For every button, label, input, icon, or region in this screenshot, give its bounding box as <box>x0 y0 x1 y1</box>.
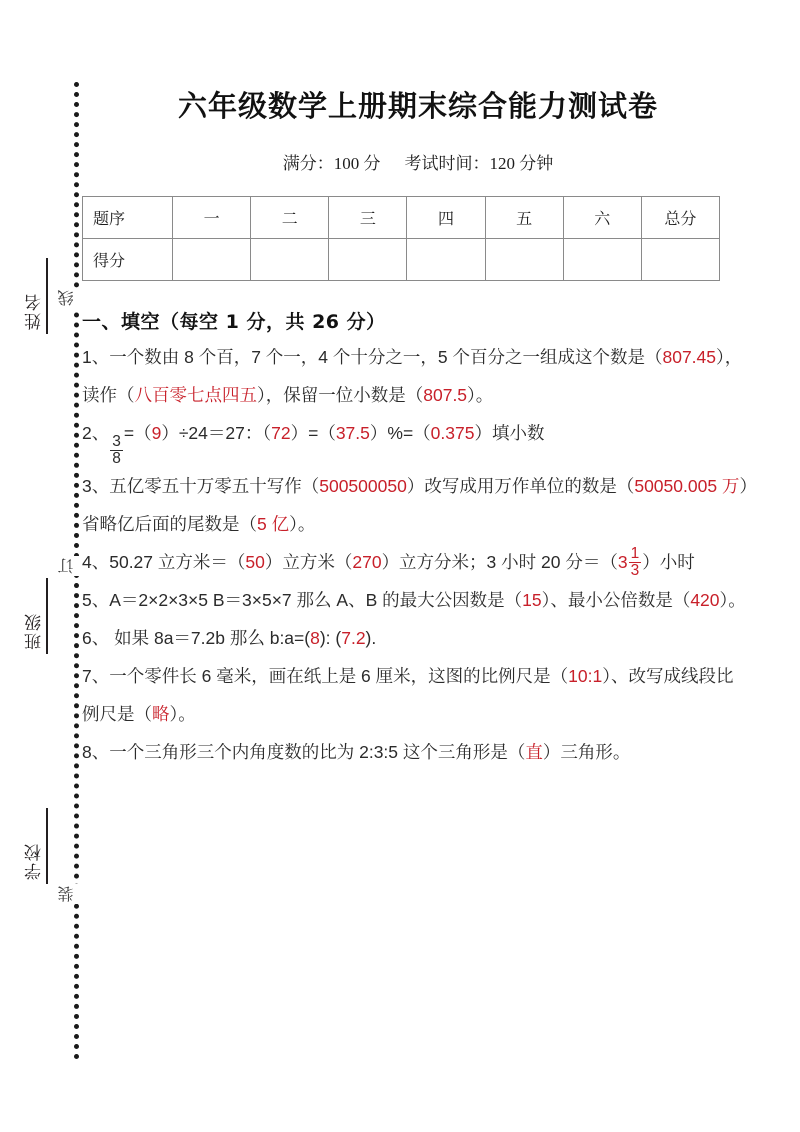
score-col-5: 五 <box>485 197 563 239</box>
question-text: ）、最小公倍数是（ <box>541 590 691 611</box>
answer-blank[interactable]: 420 <box>690 590 720 611</box>
question-text: 5、A＝2×2×3×5 B＝3×5×7 那么 A、B 的最大公因数是（ <box>82 590 523 611</box>
question-item <box>82 467 750 543</box>
answer-blank[interactable]: 8 <box>310 628 320 649</box>
question-item <box>82 338 750 414</box>
question-text: ）改写成用万作单位的数是（ <box>406 476 635 497</box>
question-item <box>82 733 750 771</box>
answer-blank[interactable]: 9 <box>151 423 162 443</box>
question-item <box>82 414 750 467</box>
table-row-headers <box>83 197 720 239</box>
question-text: ）立方米（ <box>264 552 353 573</box>
question-text: ）。 <box>719 590 746 611</box>
question-text: 4、50.27 立方米＝（ <box>82 552 246 573</box>
question-text: 7、一个零件长 6 毫米，画在纸上是 6 厘米，这图的比例尺是（ <box>82 666 569 687</box>
fraction-numerator: 3 <box>112 433 121 451</box>
score-cell-1[interactable] <box>173 239 251 281</box>
answer-blank[interactable]: 270 <box>352 552 382 573</box>
score-cell-3[interactable] <box>329 239 407 281</box>
score-col-4: 四 <box>407 197 485 239</box>
fraction-denominator: 3 <box>630 561 640 579</box>
answer-blank[interactable]: 50 <box>245 552 265 573</box>
score-cell-4[interactable] <box>407 239 485 281</box>
seal-char-bind: 订 <box>56 556 79 576</box>
question-text: ）省略亿后面的尾数是（ <box>82 476 749 535</box>
score-table <box>82 196 720 281</box>
question-item <box>82 657 750 733</box>
answer-blank[interactable]: 0.375 <box>430 423 475 443</box>
question-text: ）填小数 <box>474 423 545 443</box>
question-item <box>82 619 750 657</box>
questions-container <box>82 338 782 771</box>
score-cell-total[interactable] <box>641 239 719 281</box>
fraction <box>110 434 123 467</box>
question-text: ). <box>365 628 377 649</box>
question-text: ）三角形。 <box>542 742 631 763</box>
score-col-2: 二 <box>251 197 329 239</box>
fraction-denominator: 8 <box>112 450 121 468</box>
seal-char-line: 线 <box>56 288 79 308</box>
score-cell-5[interactable] <box>485 239 563 281</box>
answer-blank[interactable]: 807.45 <box>662 347 717 367</box>
score-table-row-label-1: 得分 <box>83 239 173 281</box>
answer-blank[interactable]: 八百零七点四五 <box>134 385 257 405</box>
student-field-class-rule <box>46 578 48 654</box>
score-table-row-label-0: 题序 <box>83 197 173 239</box>
exam-meta-line <box>82 149 754 174</box>
question-text: ）。 <box>467 385 494 405</box>
answer-blank[interactable]: 50050.005 万 <box>634 476 740 497</box>
answer-blank[interactable]: 72 <box>271 423 291 443</box>
answer-blank[interactable]: 15 <box>522 590 542 611</box>
question-text: ）÷24＝27：（ <box>161 423 272 443</box>
question-text: ）。 <box>289 514 316 535</box>
student-field-name-rule <box>46 258 48 334</box>
question-text: =（ <box>123 423 152 443</box>
question-text: 3、五亿零五十万零五十写作（ <box>82 476 320 497</box>
question-text: ): ( <box>319 628 342 649</box>
question-text: ）小时 <box>642 552 695 573</box>
seal-char-pack: 装 <box>56 884 79 904</box>
answer-blank[interactable]: 略 <box>152 704 170 725</box>
question-text: 8、一个三角形三个内角度数的比为 2:3:5 这个三角形是（ <box>82 742 526 763</box>
question-item <box>82 581 750 619</box>
question-text: ）、改写成线段比例尺是（ <box>82 666 734 725</box>
score-col-3: 三 <box>329 197 407 239</box>
answer-blank[interactable]: 500500050 <box>319 476 407 497</box>
student-field-school-rule <box>46 808 48 884</box>
question-text: ）立方分米；3 小时 20 分＝（ <box>381 552 618 573</box>
answer-blank[interactable]: 5 亿 <box>257 514 290 535</box>
page-title: 六年级数学上册期末综合能力测试卷 <box>177 89 658 123</box>
mixed-whole-part: 3 <box>617 552 628 573</box>
full-marks-label: 满分：100 分 <box>282 154 381 173</box>
score-col-total: 总分 <box>641 197 719 239</box>
score-cell-6[interactable] <box>563 239 641 281</box>
answer-blank-mixed-number[interactable] <box>618 543 642 581</box>
table-row-scores <box>83 239 720 281</box>
fraction-numerator: 1 <box>630 544 640 562</box>
duration-label: 考试时间：120 分钟 <box>404 154 554 173</box>
question-text: ），读作（ <box>82 347 743 405</box>
score-cell-2[interactable] <box>251 239 329 281</box>
answer-blank[interactable]: 807.5 <box>423 385 468 405</box>
question-text: ）=（ <box>290 423 336 443</box>
score-col-6: 六 <box>563 197 641 239</box>
student-field-class: 班级 <box>25 612 44 650</box>
question-text: 6、 如果 8a＝7.2b 那么 b:a=( <box>82 628 311 649</box>
student-field-school: 学校 <box>25 842 44 880</box>
answer-blank[interactable]: 37.5 <box>335 423 370 443</box>
answer-blank[interactable]: 直 <box>525 742 543 763</box>
student-field-name: 姓名 <box>25 292 44 330</box>
question-text: ）%=（ <box>369 423 431 443</box>
question-text: 1、一个数由 8 个百，7 个一，4 个十分之一，5 个百分之一组成这个数是（ <box>82 347 663 367</box>
exam-paper-body <box>82 0 782 771</box>
question-text: ），保留一位小数是（ <box>257 385 424 405</box>
question-text: ）。 <box>169 704 196 725</box>
question-item <box>82 543 750 581</box>
answer-blank[interactable]: 7.2 <box>341 628 366 649</box>
answer-blank[interactable]: 10:1 <box>568 666 603 687</box>
section-heading-fill-in-blanks: 一、填空（每空 1 分，共 26 分） <box>82 311 386 333</box>
question-number: 2、 <box>82 423 110 443</box>
binding-margin <box>0 0 78 1132</box>
score-col-1: 一 <box>173 197 251 239</box>
fraction <box>629 546 642 579</box>
